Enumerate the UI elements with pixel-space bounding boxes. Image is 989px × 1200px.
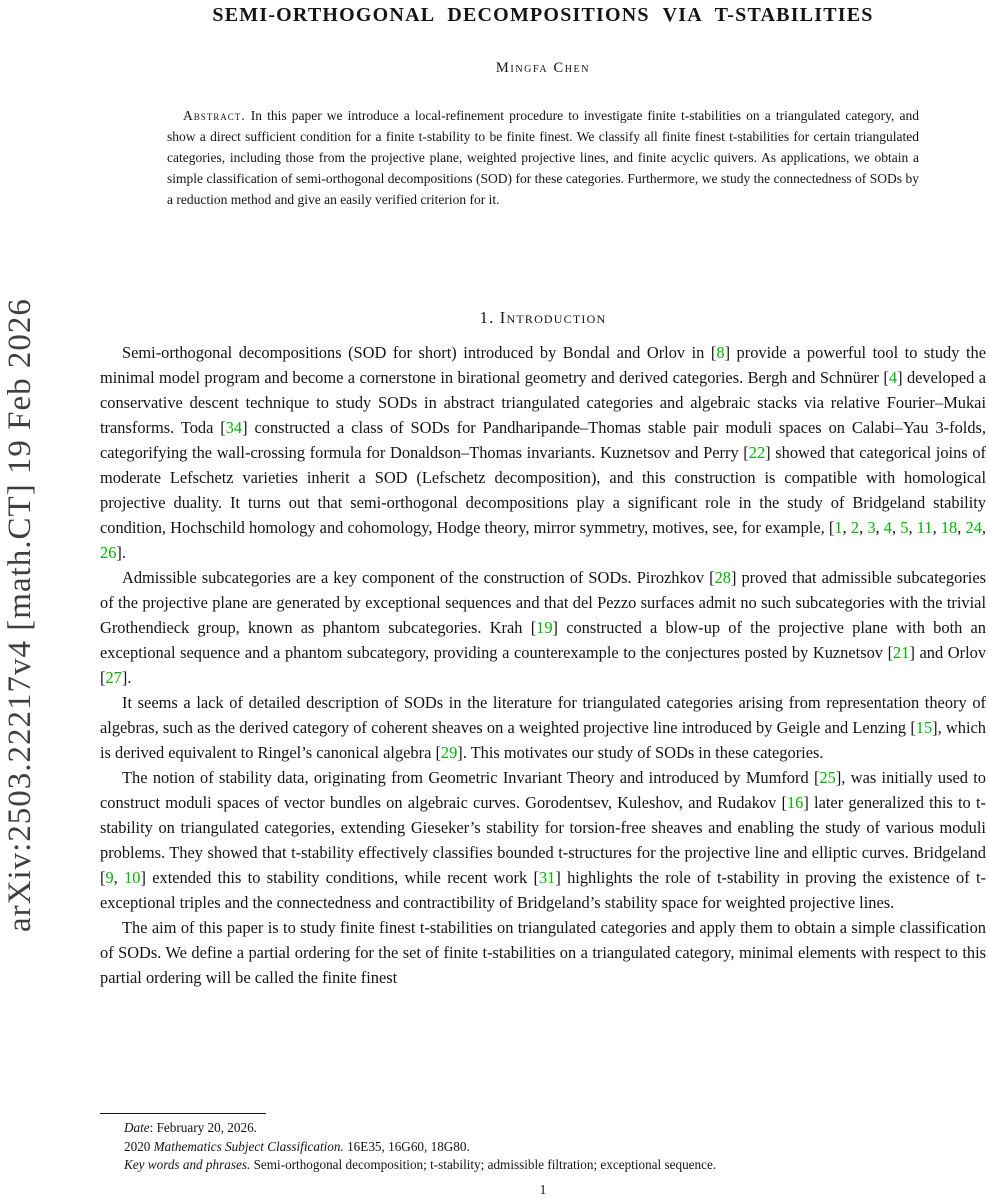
body-text-run: ] showed that categorical joins of moderate Lefschetz varieties inherit a SOD (Lefschetz decomposition), and this construction is compatible with homological projective duality. It turns out that semi-orthogonal decompositions play a significant role in the study of Bridgeland stability condition, Hochschild homology and cohomology, Hodge theory, mirror symmetry, motives, see, for example, [ (100, 443, 986, 538)
msc-codes: 16E35, 16G60, 18G80. (343, 1138, 470, 1154)
citation-link[interactable]: 28 (714, 568, 731, 588)
paragraph (100, 340, 986, 565)
paper-title: SEMI-ORTHOGONAL DECOMPOSITIONS VIA T-STABILITIES (212, 4, 874, 26)
paragraph (100, 690, 986, 765)
paragraph (100, 565, 986, 690)
body-text-run: ] highlights the role of t-stability in proving the existence of t-exceptional triples and the connectedness and contractibility of Bridgeland’s stability space for weighted projective lines. (100, 868, 986, 913)
body-text-run: , (875, 518, 884, 538)
footnote-rule (100, 1113, 266, 1114)
keywords-label: Key words and phrases. (124, 1157, 251, 1172)
body-text-run: ] constructed a class of SODs for Pandharipande–Thomas stable pair moduli spaces on Calabi–Yau 3-folds, categorifying the wall-crossing formula for Donaldson–Thomas invariants. Kuznetsov and Perry [ (100, 418, 986, 463)
page-number: 1 (539, 1182, 547, 1197)
section-heading-introduction: 1. Introduction (479, 308, 607, 327)
body-text-run: ], which is derived equivalent to Ringel’s canonical algebra [ (100, 718, 986, 763)
citation-link[interactable]: 26 (100, 543, 117, 563)
body-text-run: ] provide a powerful tool to study the minimal model program and become a cornerstone in birational geometry and derived categories. Bergh and Schnürer [ (100, 343, 986, 388)
body-text-run: ]. (116, 543, 126, 563)
citation-link[interactable]: 34 (225, 418, 243, 438)
paragraph (100, 765, 986, 915)
citation-link[interactable]: 8 (716, 343, 725, 363)
citation-link[interactable]: 19 (536, 618, 553, 638)
citation-link[interactable]: 10 (124, 868, 141, 888)
body-text-run: ] extended this to stability conditions, while recent work [ (140, 868, 539, 888)
body-text-run: ] constructed a blow-up of the projective plane with both an exceptional sequence and a phantom subcategory, providing a counterexample to the conjectures posted by Kuznetsov [ (100, 618, 986, 663)
msc-year: 2020 (124, 1138, 154, 1154)
body-text-run: ] developed a conservative descent technique to study SODs in abstract triangulated categories and algebraic stacks via relative Fourier–Mukai transforms. Toda [ (100, 368, 986, 438)
body-text-run: , (859, 518, 868, 538)
body-text-run: Semi-orthogonal decompositions (SOD for short) introduced by Bondal and Orlov in [ (122, 343, 717, 363)
text-block (100, 0, 986, 990)
citation-link[interactable]: 18 (940, 518, 958, 538)
citation-link[interactable]: 15 (915, 718, 933, 738)
body-text-run: ] later generalized this to t-stability on triangulated categories, extending Gieseker’s stability for torsion-free sheaves and enabling the study of various moduli problems. They showed that t-stability effectively classifies bounded t-structures for the projective line and elliptic curves. Bridgeland [ (100, 793, 986, 888)
citation-link[interactable]: 3 (867, 518, 876, 538)
body-text-run: It seems a lack of detailed description of SODs in the literature for triangulated categories arising from representation theory of algebras, such as the derived category of coherent sheaves on a weighted projective line introduced by Geigle and Lenzing [ (100, 693, 986, 738)
body-text-run: , (981, 518, 987, 538)
citation-link[interactable]: 5 (900, 518, 909, 538)
citation-link[interactable]: 16 (786, 793, 804, 813)
paragraph (100, 915, 986, 990)
citation-link[interactable]: 21 (893, 643, 910, 663)
body-text-run: , (892, 518, 901, 538)
body-text-run: , (932, 518, 941, 538)
keywords-value: Semi-orthogonal decomposition; t-stability; admissible filtration; exceptional sequence. (250, 1157, 717, 1172)
abstract-label: Abstract. (183, 108, 246, 123)
citation-link[interactable]: 4 (888, 368, 898, 388)
date-value: : February 20, 2026. (149, 1120, 257, 1135)
body-text-run: , (908, 518, 917, 538)
citation-link[interactable]: 9 (105, 868, 114, 888)
author-name: Mingfa Chen (495, 60, 591, 76)
footnote-keywords (100, 1156, 986, 1175)
body-text-run: ] proved that admissible subcategories of the projective plane are generated by exceptional sequences and that del Pezzo surfaces admit no such subcategories with the trivial Grothendieck group, known as phantom subcategories. Krah [ (100, 568, 986, 638)
citation-link[interactable]: 1 (834, 518, 843, 538)
body-text-run: , (113, 868, 125, 888)
citation-link[interactable]: 11 (916, 518, 933, 538)
footnote-date (100, 1119, 986, 1138)
citation-link[interactable]: 31 (538, 868, 556, 888)
abstract-text: In this paper we introduce a local-refinement procedure to investigate finite t-stabilities on a triangulated category, and show a direct sufficient condition for a finite t-stability to be finite finest. We classify all finite finest t-stabilities for certain triangulated categories, including those from the projective plane, weighted projective lines, and finite acyclic quivers. As applications, we obtain a simple classification of semi-orthogonal decompositions (SOD) for these categories. Furthermore, we study the connectedness of SODs by a reduction method and give an easily verified criterion for it. (167, 108, 919, 207)
introduction-body (100, 340, 986, 990)
body-text-run: , (842, 518, 851, 538)
citation-link[interactable]: 29 (440, 743, 458, 763)
citation-link[interactable]: 2 (850, 518, 860, 538)
arxiv-watermark[interactable]: arXiv:2503.22217v4 [math.CT] 19 Feb 2026 (2, 298, 38, 932)
date-label: Date (124, 1120, 150, 1135)
body-text-run: ], was initially used to construct moduli spaces of vector bundles on algebraic curves. Gorodentsev, Kuleshov, and Rudakov [ (100, 768, 986, 813)
citation-link[interactable]: 25 (819, 768, 836, 788)
body-text-run: ]. (121, 668, 132, 688)
footnote-msc (100, 1138, 986, 1157)
footnote-area (100, 1113, 986, 1175)
citation-link[interactable]: 22 (748, 443, 766, 463)
citation-link[interactable]: 27 (105, 668, 122, 688)
body-text-run: ]. This motivates our study of SODs in these categories. (457, 743, 824, 763)
body-text-run: , (957, 518, 966, 538)
citation-link[interactable]: 4 (883, 518, 892, 538)
abstract-block (167, 105, 919, 233)
body-text-run: The notion of stability data, originating from Geometric Invariant Theory and introduced by Mumford [ (122, 768, 820, 788)
msc-label: Mathematics Subject Classification. (153, 1138, 344, 1154)
body-text-run: The aim of this paper is to study finite finest t-stabilities on triangulated categories and apply them to obtain a simple classification of SODs. We define a partial ordering for the set of finite t-stabilities on a triangulated category, minimal elements with respect to this partial ordering will be called the finite finest (100, 918, 986, 988)
body-text-run: Admissible subcategories are a key component of the construction of SODs. Pirozhkov [ (122, 568, 715, 588)
citation-link[interactable]: 24 (965, 518, 982, 538)
body-text-run: ] and Orlov [ (100, 643, 987, 688)
